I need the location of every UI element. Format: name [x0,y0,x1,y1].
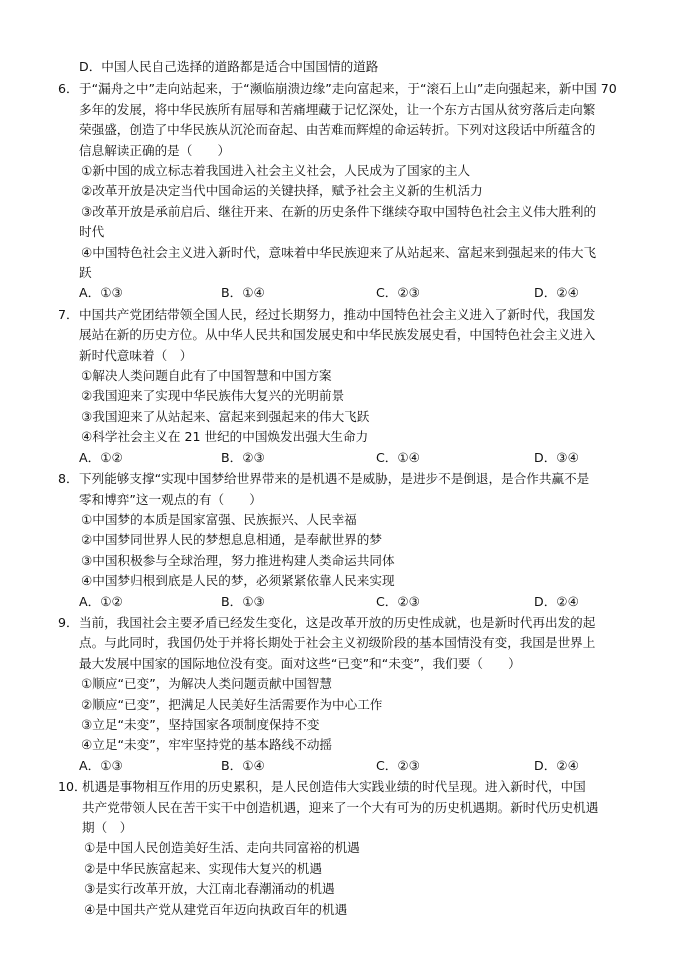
answer-choices [79,756,652,776]
question-stem-line: 期（ ） [82,819,133,835]
question-6 [58,79,652,303]
question-stem-line: 下列能够支撑“实现中国梦给世界带来的是机遇不是威胁，是进步不是倒退，是合作共赢不是 [79,471,590,487]
question-number: 10． [58,779,87,795]
answer-choices [79,592,652,612]
statement: ①新中国的成立标志着我国进入社会主义社会，人民成为了国家的主人 [81,163,471,179]
statement: ②中国梦同世界人民的梦想息息相通，是奉献世界的梦 [81,532,382,548]
statement: ①解决人类问题自此有了中国智慧和中国方案 [81,368,332,384]
choice-c: C．②③ [376,285,420,301]
answer-choices [79,448,652,468]
choice-b: B．①③ [221,593,265,609]
question-number: 6． [58,81,79,97]
statement: ④中国梦归根到底是人民的梦，必须紧紧依靠人民来实现 [81,573,395,589]
choice-a: A．①② [79,593,123,609]
statement: ③立足“未变”，坚持国家各项制度保持不变 [81,716,320,732]
question-stem-line: 当前，我国社会主要矛盾已经发生变化，这是改革开放的历史性成就，也是新时代再出发的起 [79,614,596,630]
statement: ④是中国共产党从建党百年迈向执政百年的机遇 [84,901,348,917]
question-stem-line: 中国共产党团结带领全国人民，经过长期努力，推动中国特色社会主义进入了新时代，我国发 [79,306,596,322]
question-stem-line: 机遇是事物相互作用的历史累积，是人民创造伟大实践业绩的时代呈现。进入新时代，中国 [82,779,586,795]
choice-a: A．①② [79,449,123,465]
statement-continuation: 跃 [79,265,92,281]
statement: ①中国梦的本质是国家富强、民族振兴、人民幸福 [81,511,357,527]
question-8 [58,469,652,612]
choice-d: D．③④ [534,449,579,465]
statement: ③我国迎来了从站起来、富起来到强起来的伟大飞跃 [81,408,370,424]
question-stem-line: 信息解读正确的是（ ） [79,142,231,158]
question-stem-line: 点。与此同时，我国仍处于并将长期处于社会主义初级阶段的基本国情没有变，我国是世界上 [79,635,596,651]
statement: ②是中华民族富起来、实现伟大复兴的机遇 [84,860,322,876]
question-9 [58,613,652,776]
statement: ④中国特色社会主义进入新时代，意味着中华民族迎来了从站起来、富起来到强起来的伟大飞 [81,244,597,260]
question-number: 8． [58,471,79,487]
question-stem-line: 零和博弈”这一观点的有（ ） [79,491,262,507]
choice-a: A．①③ [79,285,123,301]
question-stem-line: 荣强盛，创造了中华民族从沉沦而奋起、由苦难而辉煌的命运转折。下列对这段话中所蕴含的 [79,122,596,138]
question-stem-line: 展站在新的历史方位。从中华人民共和国发展史和中华民族发展史看，中国特色社会主义进入 [79,327,596,343]
statement: ①是中国人民创造美好生活、走向共同富裕的机遇 [84,840,360,856]
choice-c: C．②③ [376,757,420,773]
statement: ③改革开放是承前启后、继往开来、在新的历史条件下继续夺取中国特色社会主义伟大胜利的 [81,203,597,219]
choice-d: D．②④ [534,285,579,301]
question-stem-line: 共产党带领人民在苦干实干中创造机遇，迎来了一个大有可为的历史机遇期。新时代历史机遇 [82,799,599,815]
choice-d: D．②④ [534,593,579,609]
question-10 [58,777,652,920]
question-stem-line: 多年的发展，将中华民族所有屈辱和苦痛埋藏于记忆深处，让一个东方古国从贫穷落后走向繁 [79,101,596,117]
statement: ④科学社会主义在 21 世纪的中国焕发出强大生命力 [81,429,369,445]
statement: ①顺应“已变”，为解决人类问题贡献中国智慧 [81,676,333,692]
statement: ②改革开放是决定当代中国命运的关键抉择，赋予社会主义新的生机活力 [81,183,483,199]
question-stem-line: 新时代意味着（ ） [79,347,193,363]
statement: ③是实行改革开放，大江南北春潮涌动的机遇 [84,881,335,897]
choice-c: C．①④ [376,449,420,465]
statement: ④立足“未变”，牢牢坚持党的基本路线不动摇 [81,737,333,753]
question-stem-line: 于“漏舟之中”走向站起来，于“濒临崩溃边缘”走向富起来，于“滚石上山”走向强起来，新中国 70 [79,81,617,97]
choice-c: C．②③ [376,593,420,609]
choice-d: D．②④ [534,757,579,773]
question-stem-line: 最大发展中国家的国际地位没有变。面对这些“已变”和“未变”，我们要（ ） [79,655,521,671]
statement: ②顺应“已变”，把满足人民美好生活需要作为中心工作 [81,696,383,712]
choice-b: B．①④ [221,757,265,773]
choice-b: B．①④ [221,285,265,301]
statement-continuation: 时代 [79,224,105,240]
choice-a: A．①③ [79,757,123,773]
question-number: 7． [58,306,79,322]
statement: ③中国积极参与全球治理，努力推进构建人类命运共同体 [81,552,395,568]
statement: ②我国迎来了实现中华民族伟大复兴的光明前景 [81,388,345,404]
choice-b: B．②③ [221,449,265,465]
q5-option-d: D．中国人民自己选择的道路都是适合中国国情的道路 [79,59,379,74]
question-number: 9． [58,614,79,630]
question-7 [58,305,652,468]
answer-choices [79,283,652,303]
